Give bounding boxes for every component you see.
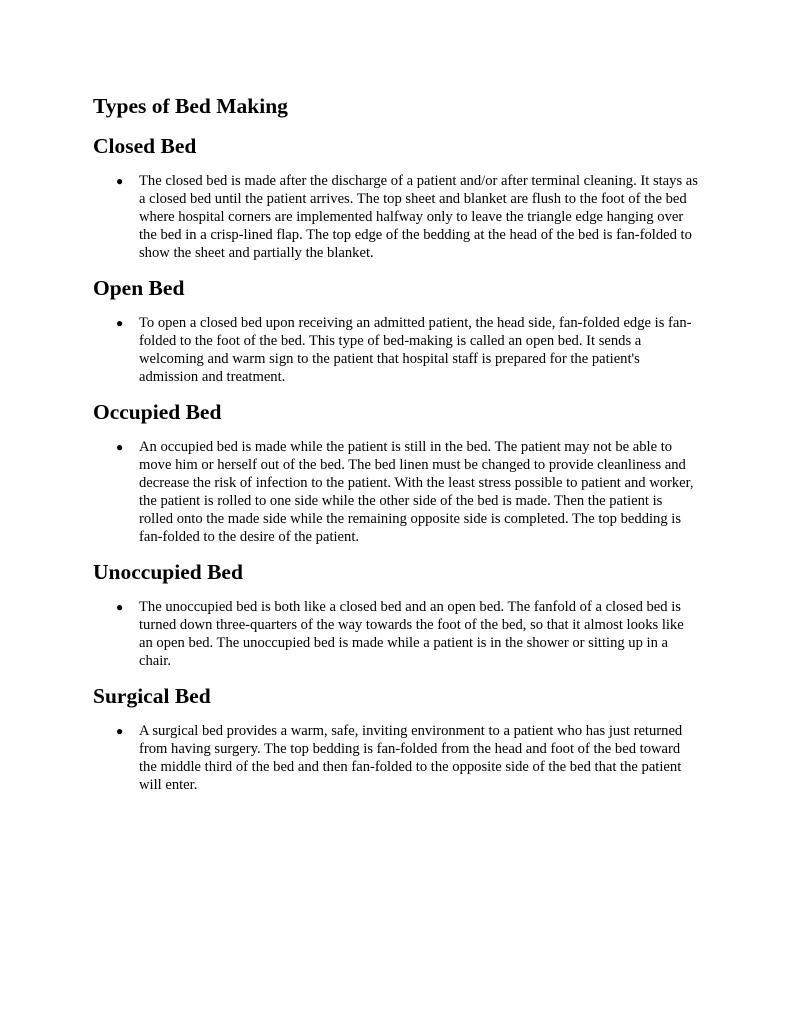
section-heading-open-bed: Open Bed	[93, 276, 185, 300]
section-list-unoccupied-bed	[93, 598, 699, 670]
list-item	[116, 722, 699, 794]
section-heading-occupied-bed: Occupied Bed	[93, 400, 222, 424]
list-item	[116, 172, 699, 262]
list-item-text: The unoccupied bed is both like a closed bed and an open bed. The fanfold of a closed bed is turned down three-quarters of the way towards the foot of the bed, so that it almost looks like an open bed. The unoccupied bed is made while a patient is in the shower or sitting up in a chair.	[139, 599, 684, 669]
section-heading-unoccupied-bed: Unoccupied Bed	[93, 560, 243, 584]
list-item-text: A surgical bed provides a warm, safe, inviting environment to a patient who has just returned from having surgery. The top bedding is fan-folded from the head and foot of the bed toward the middle third of the bed and then fan-folded to the opposite side of the bed that the patient will enter.	[139, 723, 683, 793]
bullet-icon: ●	[116, 600, 124, 614]
list-item-text: An occupied bed is made while the patient is still in the bed. The patient may not be able to move him or herself out of the bed. The bed linen must be changed to provide cleanliness and decrease the risk of infection to the patient. With the least stress possible to patient and worker, the patient is rolled to one side while the other side of the bed is made. Then the patient is rolled onto the made side while the remaining opposite side is completed. The top bedding is fan-folded to the desire of the patient.	[139, 439, 694, 545]
section-heading-closed-bed: Closed Bed	[93, 134, 197, 158]
section-list-surgical-bed	[93, 722, 699, 794]
list-item-text: To open a closed bed upon receiving an admitted patient, the head side, fan-folded edge is fan-folded to the foot of the bed. This type of bed-making is called an open bed. It sends a welcoming and warm sign to the patient that hospital staff is prepared for the patient's admission and treatment.	[139, 315, 692, 385]
list-item	[116, 438, 699, 546]
bullet-icon: ●	[116, 724, 124, 738]
list-item-text: The closed bed is made after the discharge of a patient and/or after terminal cleaning. It stays as a closed bed until the patient arrives. The top sheet and blanket are flush to the foot of the bed where hospital corners are implemented halfway only to leave the triangle edge hanging over the bed in a crisp-lined flap. The top edge of the bedding at the head of the bed is fan-folded to show the sheet and partially the blanket.	[139, 173, 698, 261]
bullet-icon: ●	[116, 174, 124, 188]
section-heading-surgical-bed: Surgical Bed	[93, 684, 211, 708]
section-list-open-bed	[93, 314, 699, 386]
section-list-occupied-bed	[93, 438, 699, 546]
list-item	[116, 598, 699, 670]
section-list-closed-bed	[93, 172, 699, 262]
bullet-icon: ●	[116, 316, 124, 330]
document-page	[93, 93, 699, 807]
list-item	[116, 314, 699, 386]
bullet-icon: ●	[116, 440, 124, 454]
document-title: Types of Bed Making	[93, 94, 288, 118]
